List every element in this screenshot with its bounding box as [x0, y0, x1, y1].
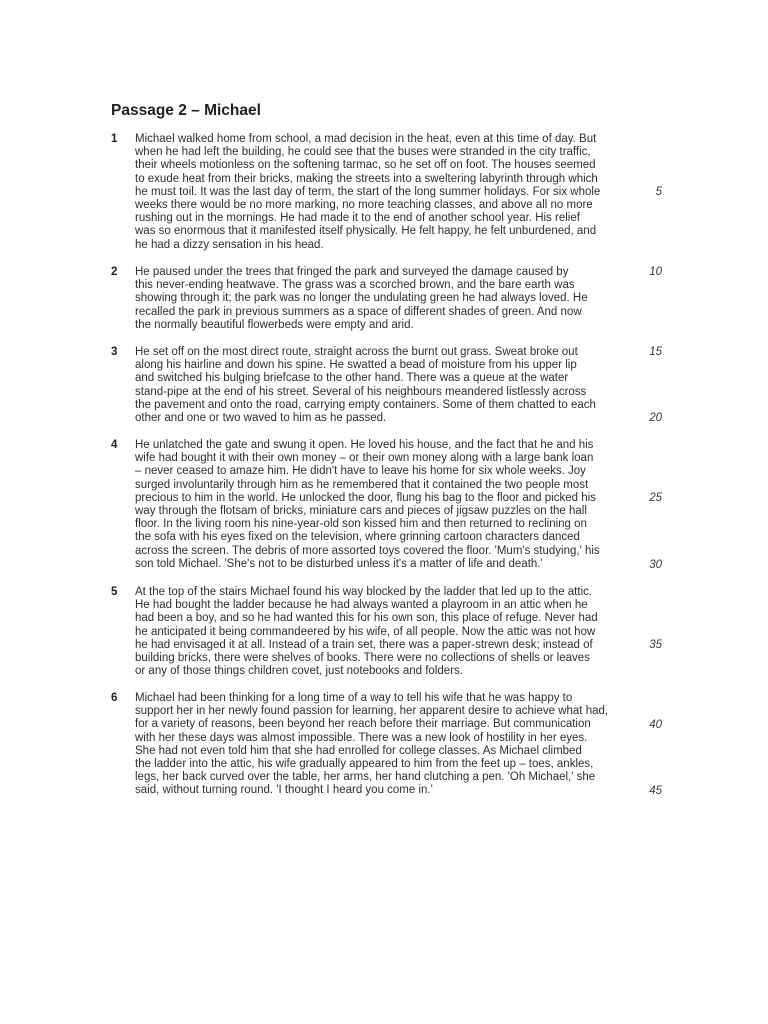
paragraph-line: wife had bought it with their own money – or their own money along with a large bank loan: [135, 452, 594, 465]
paragraph-line: he anticipated it being commandeered by his wife, of all people. Now the attic was not how: [135, 625, 596, 638]
paragraph-line: precious to him in the world. He unlocked the door, flung his bag to the floor and picked his: [135, 491, 596, 504]
line-number: 35: [649, 639, 662, 651]
paragraph-line: weeks there would be no more marking, no more teaching classes, and above all no more: [135, 199, 593, 211]
paragraph-line: to exude heat from their bricks, making the streets into a sweltering labyrinth through which: [135, 172, 598, 185]
paragraph-line: surged involuntarily through him as he remembered that it contained the two people most: [135, 478, 589, 491]
paragraph-line: She had not even told him that she had enrolled for college classes. As Michael climbed: [135, 744, 582, 757]
paragraph-5: [111, 586, 671, 680]
paragraph-number: 4: [111, 439, 118, 451]
paragraph-line: the pavement and onto the road, carrying empty containers. Some of them chatted to each: [135, 398, 596, 411]
paragraph-2: [111, 266, 671, 334]
paragraph-line: their wheels motionless on the softening tarmac, so he set off on foot. The houses seemed: [135, 159, 596, 172]
paragraph-line: along his hairline and down his spine. He swatted a bead of moisture from his upper lip: [135, 359, 577, 372]
paragraph-line: stand-pipe at the end of his street. Several of his neighbours meandered listlessly across: [135, 385, 587, 398]
paragraph-line: when he had left the building, he could see that the buses were stranded in the city traffic,: [135, 146, 591, 159]
line-number: 30: [649, 559, 662, 571]
paragraph-line: for a variety of reasons, been beyond her reach before their marriage. But communication: [135, 718, 591, 731]
paragraph-line: At the top of the stairs Michael found his way blocked by the ladder that led up to the attic.: [135, 586, 593, 598]
paragraph-line: the normally beautiful flowerbeds were empty and arid.: [135, 318, 414, 331]
paragraph-line: other and one or two waved to him as he passed.: [135, 412, 387, 424]
paragraph-line: this never-ending heatwave. The grass was a scorched brown, and the bare earth was: [135, 279, 575, 292]
line-number: 40: [649, 719, 662, 731]
paragraph-4: [111, 439, 671, 573]
passage-title: Passage 2 – Michael: [111, 102, 261, 119]
paragraph-line: and switched his bulging briefcase to the other hand. There was a queue at the water: [135, 372, 569, 385]
paragraph-number: 2: [111, 266, 118, 278]
paragraph-number: 3: [111, 346, 118, 358]
paragraph-line: floor. In the living room his nine-year-old son kissed him and then returned to reclining on: [135, 518, 587, 531]
paragraph-line: He paused under the trees that fringed the park and surveyed the damage caused by: [135, 266, 569, 278]
paragraph-6: [111, 692, 671, 800]
line-number: 45: [649, 785, 662, 797]
line-number: 10: [649, 266, 662, 278]
paragraph-line: – never ceased to amaze him. He didn't have to leave his home for six whole weeks. Joy: [135, 465, 586, 478]
paragraph-line: rushing out in the mornings. He had made it to the end of another school year. His relief: [135, 212, 580, 225]
paragraph-line: the ladder into the attic, his wife gradually appeared to him from the feet up – toes, ankles,: [135, 758, 594, 770]
paragraph-line: the sofa with his eyes fixed on the television, where grinning cartoon characters danced: [135, 531, 580, 544]
line-number: 5: [655, 186, 662, 198]
paragraph-1: [111, 133, 671, 254]
paragraph-line: son told Michael. 'She's not to be disturbed unless it's a matter of life and death.': [135, 557, 543, 570]
paragraph-line: building bricks, there were shelves of books. There were no collections of shells or leaves: [135, 652, 590, 664]
paragraph-line: showing through it; the park was no longer the undulating green he had always loved. He: [135, 292, 588, 305]
paragraph-line: was so enormous that it manifested itself physically. He felt happy, he felt unburdened, and: [135, 225, 597, 238]
paragraph-line: or any of those things children covet, just notebooks and folders.: [135, 665, 463, 678]
paragraph-number: 6: [111, 692, 118, 704]
line-number: 25: [649, 492, 662, 504]
paragraph-line: said, without turning round. 'I thought I heard you come in.': [135, 784, 433, 797]
paragraph-3: [111, 346, 671, 427]
paragraph-line: he had a dizzy sensation in his head.: [135, 238, 324, 251]
paragraph-line: support her in her newly found passion for learning, her apparent desire to achieve what had,: [135, 705, 609, 718]
paragraph-line: He set off on the most direct route, straight across the burnt out grass. Sweat broke out: [135, 346, 578, 358]
paragraph-line: Michael walked home from school, a mad decision in the heat, even at this time of day. But: [135, 133, 597, 145]
paragraph-line: he must toil. It was the last day of term, the start of the long summer holidays. For six whole: [135, 185, 601, 198]
line-number: 20: [649, 412, 662, 424]
paragraph-line: Michael had been thinking for a long time of a way to tell his wife that he was happy to: [135, 692, 573, 704]
paragraph-line: with her these days was almost impossible. There was a new look of hostility in her eyes.: [135, 731, 588, 744]
paragraph-number: 1: [111, 133, 118, 145]
paragraph-line: way through the flotsam of bricks, miniature cars and pieces of jigsaw puzzles on the hall: [135, 505, 587, 517]
line-number: 15: [649, 346, 662, 358]
paragraph-line: He had bought the ladder because he had always wanted a playroom in an attic when he: [135, 599, 588, 612]
paragraph-line: He unlatched the gate and swung it open. He loved his house, and the fact that he and his: [135, 439, 594, 451]
paragraph-line: legs, her back curved over the table, her arms, her hand clutching a pen. 'Oh Michael,' she: [135, 771, 596, 784]
paragraph-line: recalled the park in previous summers as a space of different shades of green. And now: [135, 305, 582, 318]
paragraph-line: had been a boy, and so he had wanted this for his own son, this place of refuge. Never had: [135, 612, 598, 625]
paragraph-number: 5: [111, 586, 118, 598]
paragraph-line: across the screen. The debris of more assorted toys covered the floor. 'Mum's studying,' his: [135, 544, 600, 557]
paragraph-line: he had envisaged it at all. Instead of a train set, there was a paper-strewn desk; instead of: [135, 638, 593, 651]
